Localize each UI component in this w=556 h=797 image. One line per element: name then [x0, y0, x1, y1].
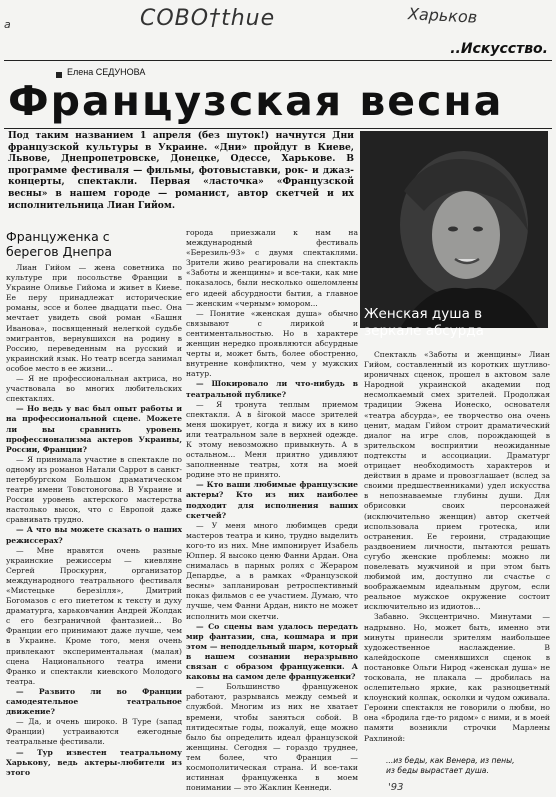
column-2-paragraph: — Со сцены вам удалось передать мир фантазии, сна, кошмара и при этом — неподдельный шарм, который в нашем сознании неразрывно связан с образом француженки. А каковы на самом деле француженки? [186, 621, 358, 682]
handwritten-year-note: '93 [388, 782, 404, 793]
section-rubric: ..Искусство. [450, 41, 548, 57]
column-2-paragraph: — Кто ваши любимые французские актеры? Кто из них наиболее подходит для исполнения ваших скетчей? [186, 480, 358, 520]
article-column-1 [6, 263, 182, 793]
column-1-paragraph: — Да, и очень широко. В Туре (запад Франции) устраиваются ежегодные театральные фестивали. [6, 717, 182, 747]
handwritten-left-mark: а [4, 18, 11, 31]
column-3-paragraph: Забавно. Эксцентрично. Минутами — надрывно. Но, может быть, именно эти минуты принесли зрителям наибольшее художественное наслаждение. В калейдоскопе сменявшихся сценок в постановке Ольги Нирод «женская душа» не тосковала, не плакала — дробилась на ослепительно яркие, как разноцветный клоунский колпак, осколки и чудом оживала. Героини спектакля не говорили о любви, но она «бродила где-то рядом» с ними, и в моей памяти возникли строчки Марлены Рахлиной: [364, 612, 550, 743]
column-1-paragraph: — Но ведь у вас был опыт работы и на профессиональной сцене. Можете ли вы сравнить уровень профессионализма актеров Украины, России, Франции? [6, 404, 182, 454]
portrait-image [360, 131, 548, 328]
author-photo [360, 131, 548, 328]
header-rule-top [4, 60, 552, 61]
handwritten-city-note: Харьков [407, 4, 478, 27]
column-2-paragraph: — У меня много любимцев среди мастеров театра и кино, трудно выделить кого-то из них. Мне импонирует Изабель Юппер. Я высоко ценю Фанни Ардан. Она снималась в парных ролях с Жераром Депардье, а в рамках «Французской весны» запланирован ретроспективный показ фильмов с ее участием. Думаю, что лучше, чем Фанни Ардан, никто не может исполнить мои скетчи. [186, 520, 358, 621]
author-byline: Елена СЕДУНОВА [67, 67, 146, 77]
column-1-paragraph: — Я не профессиональная актриса, но участвовала во многих любительских спектаклях. [6, 374, 182, 404]
column-1-paragraph: — Развито ли во Франции самодеятельное театральное движение? [6, 686, 182, 717]
column-3-paragraph: Спектакль «Заботы и женщины» Лиан Гийом, составленный из коротких шутливо-ироничных сценок, прошел в актовом зале Народной украинской академии под несмолкаемый смех зрителей. Продолжая традиции Эжена Ионеско, основателя «театра абсурда», ее творчество она очень ценит, мадам Гийом строит драматический диалог на игре слов, порождающей в зрительском восприятии неожиданные подтексты и ассоциации. Драматург отрицает необходимость характеров и действия в драме и провозглашает (вслед за своими предшественниками) удел искусства в непознаваемые глубины души. Для обрисовки своих персонажей (исключительно женщин) автор скетчей использовала прием гротеска, или остранения. Ее героини, страдающие раздвоением личности, пытаются решать сугубо женские проблемы: можно ли повелевать мужчиной и при этом быть любимой им, доступно ли счастье с воображаемым идеальным другом, если реальное мужское окружение состоит исключительно из идиотов... [364, 350, 550, 612]
article-column-3 [364, 350, 550, 750]
column-1-paragraph: — Я принимала участие в спектакле по одному из романов Натали Саррот в санкт-петербургском Большом драматическом театре имени Товстоногова. В Украине и России уровень актерского мастерства настолько высок, что с Европой даже сравнивать трудно. [6, 454, 182, 525]
column-1-paragraph: — А что вы можете сказать о наших режиссерах? [6, 525, 182, 545]
column-2-paragraph: — Большинство француженок работают, разрываясь между семьей и службой. Многим из них не хватает времени, чтобы заняться собой. В пятидесятые годы, пожалуй, еще можно было бы определить идеал французской женщины. Сегодня — гораздо труднее, тем более, что Франция — космополитическая страна. И все-таки истинная француженка в моем понимании — это Жаклин Кеннеди. [186, 682, 358, 793]
subhead-right: Женская душа в зеркале абсурда [364, 306, 484, 339]
column-2-paragraph: — Шокировало ли что-нибудь в театральной публике? [186, 379, 358, 399]
headline-rule [4, 128, 552, 129]
column-1-paragraph: — Тур известен театральному Харькову, ведь актеры-любители из этого [6, 747, 182, 777]
subhead-left: Француженка с берегов Днепра [6, 229, 112, 259]
article-column-2 [186, 228, 358, 793]
handwritten-source-note: COBO†thue [140, 6, 276, 31]
poem-quote: ...из беды, как Венера, из пены, из беды вырастает душа. [386, 756, 515, 775]
column-1-paragraph: — Мне нравятся очень разные украинские режиссеры — киевляне Сергей Проскурня, организатор международного театрального фестиваля «Мистецьке березілля», Дмитрий Богомазов с его пиететом к тексту и духу драматурга, харьковчанин Андрей Жолдак с его безграничной фантазией... Во Франции его принимают даже лучше, чем в Украине. Кроме того, меня очень привлекают экспериментальная (малая) сцена Национального театра имени Франко и спектакли киевского Молодого театра. [6, 545, 182, 686]
column-1-paragraph: Лиан Гийом — жена советника по культуре при посольстве Франции в Украине Оливье Гийома и живет в Киеве. Ее перу принадлежат исторические романы, эссе и более двадцати пьес. Она мечтает увидеть свой роман «Башня Иванова», посвященный нелегкой судьбе эмигрантов, вернувшихся на родину в Россию, переведенным на русский и украинский язык. Но театр всегда занимал особое место в ее жизни... [6, 263, 182, 373]
column-2-paragraph: города приезжали к нам на международный фестиваль «Березиль-93» с двумя спектаклями. Зрители живо реагировали на спектакль «Заботы и женщины» и все-таки, как мне показалось, были несколько ошеломлены его идеей абсурдности бытия, а главное — женским «черным» юмором... [186, 228, 358, 308]
lead-paragraph: Под таким названием 1 апреля (без шуток!) начнутся Дни французской культуры в Украине. «Дни» пройдут в Киеве, Львове, Днепропетровске, Донецке, Одессе, Харькове. В программе фестиваля — фильмы, фотовыставки, рок- и джаз-концерты, спектакли. Первая «ласточка» «Французской весны» в нашем городе — романист, автор скетчей и их исполнительница Лиан Гийом. [8, 130, 354, 211]
column-2-paragraph: — Понятие «женская душа» обычно связывают с лирикой и сентиментальностью. Но в характере женщин нередко проявляются абсурдные черты и, может быть, более обостренно, внутренне конфликтно, чем у мужских натур. [186, 308, 358, 379]
column-2-paragraph: — Я тронута теплым приемом спектакля. А в široкой массе зрителей меня шокирует, когда я вижу их в кино или театральном зале в верхней одежде. К этому невозможно привыкнуть. А в остальном... Меня приятно удивляют заполненные театры, хотя на моей родине это не принято. [186, 399, 358, 480]
article-headline: Французская весна [8, 77, 504, 125]
